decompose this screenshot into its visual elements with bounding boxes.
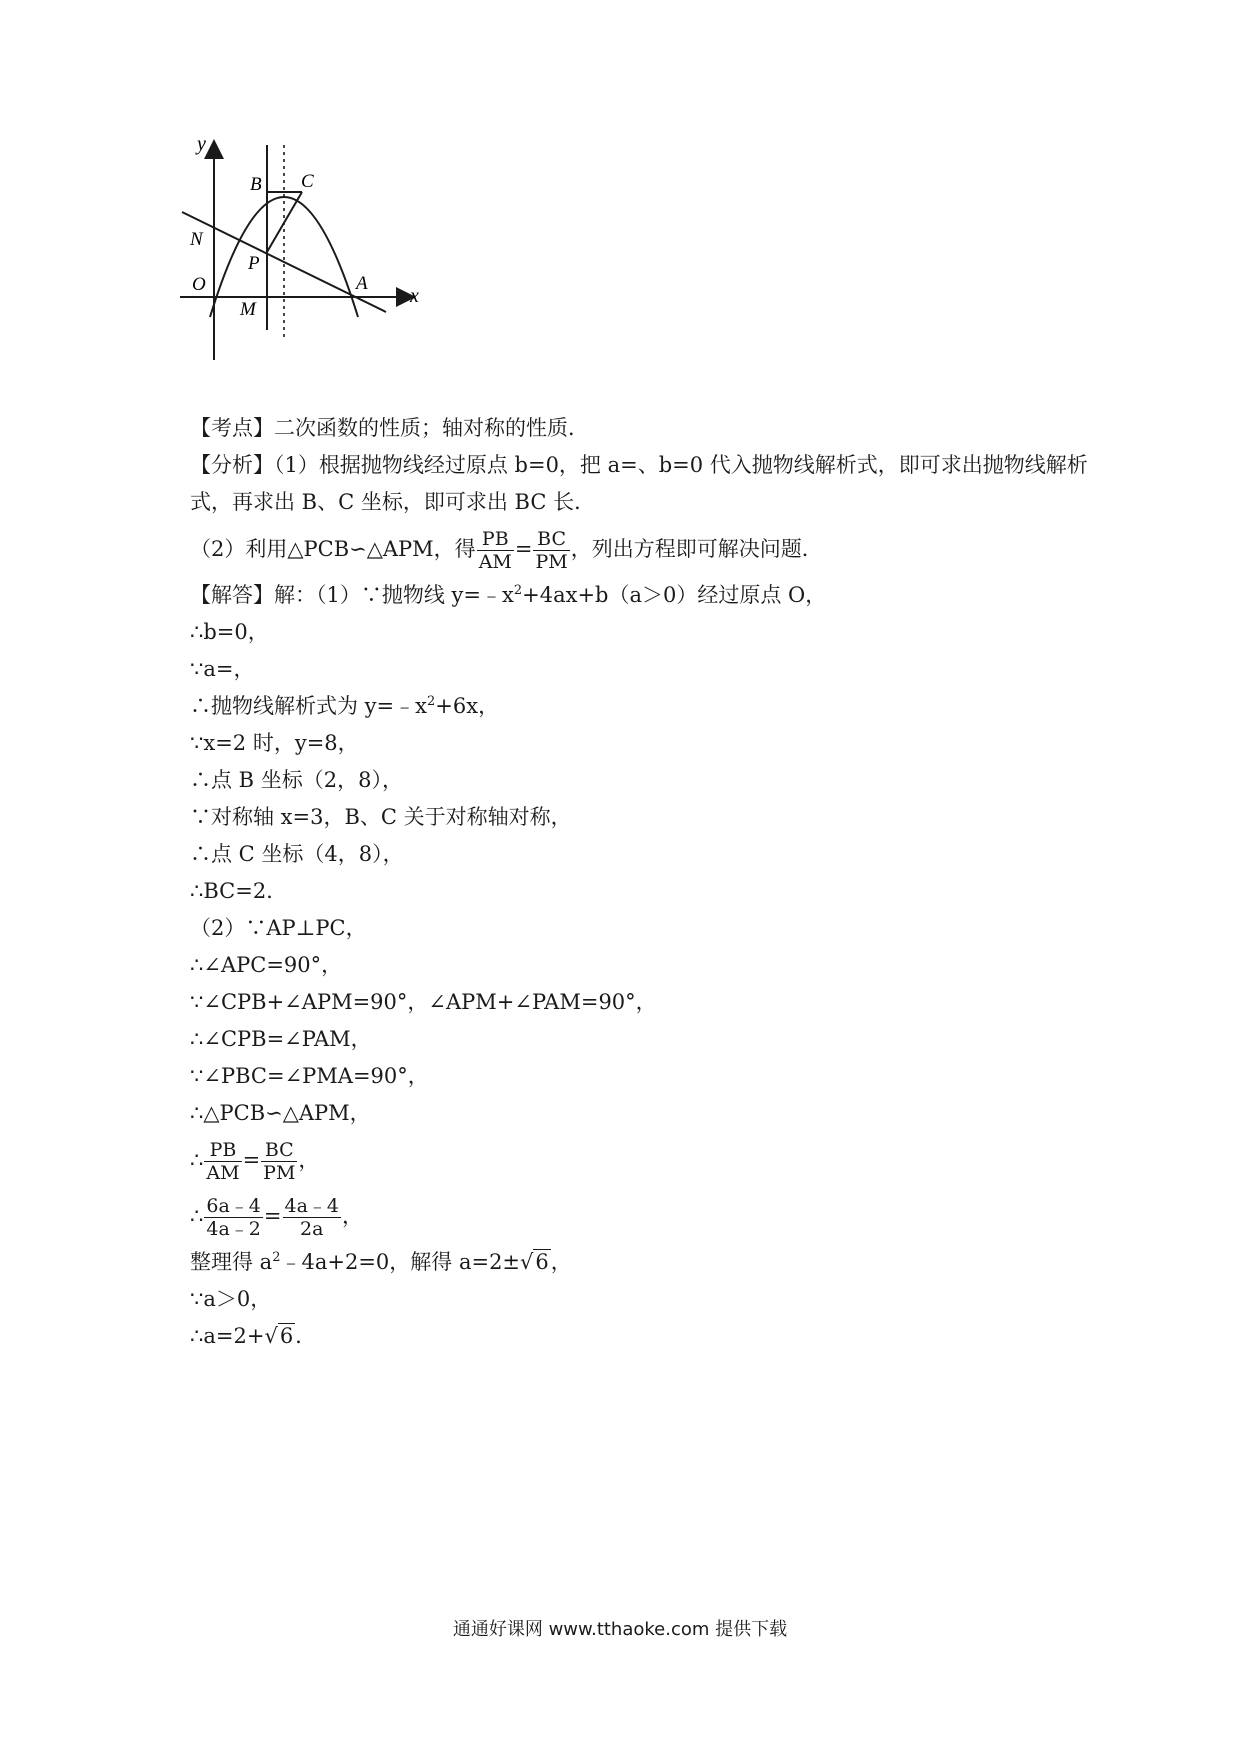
- line-apc: ∴∠APC=90°，: [190, 953, 343, 977]
- line-ratio-1: [190, 1132, 1090, 1188]
- zhengli-pre: 整理得 a: [190, 1250, 273, 1274]
- jiexi-sup: 2: [426, 694, 436, 709]
- frac-denominator: AM: [206, 1162, 240, 1184]
- frac-numerator: PB: [204, 1139, 241, 1162]
- fenxi-line-2: [190, 521, 1090, 577]
- sqrt-symbol: √6: [520, 1250, 549, 1274]
- therefore-symbol: ∴: [190, 1204, 204, 1228]
- frac-numerator: BC: [261, 1139, 297, 1162]
- equals: =: [514, 537, 533, 561]
- line-similar: ∴△PCB∽△APM，: [190, 1101, 371, 1125]
- fenxi-2-pre: （2）利用△PCB∽△APM，得: [190, 537, 476, 561]
- label-A: A: [356, 273, 368, 294]
- solution-text: [190, 410, 1090, 1355]
- line-part2: （2）∵AP⊥PC，: [190, 916, 367, 940]
- fraction-bc-pm-2: [261, 1139, 297, 1184]
- label-N: N: [190, 229, 203, 250]
- frac-denominator: 2a: [300, 1218, 324, 1240]
- line-point-b: ∴点 B 坐标（2，8），: [190, 768, 404, 792]
- line-cpb: ∵∠CPB+∠APM=90°，∠APM+∠PAM=90°，: [190, 990, 657, 1014]
- jieda-pre: 【解答】解：（1）∵抛物线 y=﹣x: [190, 583, 514, 607]
- fraction-1: [204, 1195, 263, 1240]
- radicand: 6: [535, 1250, 549, 1274]
- fraction-pb-am: [477, 528, 514, 573]
- jieda-line: [190, 577, 1090, 614]
- equals: =: [242, 1148, 261, 1172]
- radicand: 6: [279, 1324, 294, 1348]
- frac-numerator: BC: [533, 528, 569, 551]
- zhengli-mid: ﹣4a+2=0，解得 a=2±: [280, 1250, 521, 1274]
- parabola-figure: [180, 135, 480, 410]
- zhengli-post: ，: [550, 1250, 572, 1274]
- fraction-2: [283, 1195, 342, 1240]
- kaodian-line: 【考点】二次函数的性质；轴对称的性质．: [190, 416, 589, 440]
- line-point-c: ∴点 C 坐标（4，8），: [190, 842, 404, 866]
- frac-numerator: 6a﹣4: [206, 1195, 261, 1217]
- line-a: ∵a=，: [190, 657, 255, 681]
- fenxi-2-post: ，列出方程即可解决问题．: [570, 537, 823, 561]
- label-O: O: [192, 274, 206, 295]
- frac-denominator: PM: [263, 1162, 296, 1184]
- sqrt-symbol: √6: [264, 1324, 294, 1348]
- label-P: P: [248, 253, 260, 274]
- line-bc: ∴BC=2．: [190, 879, 288, 903]
- label-y: y: [197, 135, 206, 155]
- line-ratio-2: [190, 1188, 1090, 1244]
- frac-denominator: 4a﹣2: [206, 1218, 261, 1240]
- jiexi-post: +6x，: [435, 694, 500, 718]
- comma: ，: [298, 1148, 320, 1172]
- label-C: C: [301, 171, 314, 192]
- line-pbc: ∵∠PBC=∠PMA=90°，: [190, 1064, 429, 1088]
- line-final: [190, 1318, 1090, 1355]
- page-footer: 通通好课网 www.tthaoke.com 提供下载: [452, 1619, 788, 1640]
- label-x: x: [410, 285, 419, 307]
- parabola-diagram: [180, 135, 480, 410]
- frac-numerator: 4a﹣4: [284, 1195, 340, 1217]
- line-zhengli: [190, 1244, 1090, 1281]
- fraction-pb-am-2: [204, 1139, 241, 1184]
- label-B: B: [250, 174, 262, 195]
- frac-denominator: AM: [478, 551, 512, 573]
- jieda-sup: 2: [513, 583, 523, 598]
- jieda-post: +4ax+b（a＞0）经过原点 O，: [522, 583, 827, 607]
- line-jiexi: [190, 688, 1090, 725]
- line-x2: ∵x=2 时，y=8，: [190, 731, 359, 755]
- frac-numerator: PB: [477, 528, 514, 551]
- comma: ，: [342, 1204, 364, 1228]
- fenxi-line-1: 【分析】（1）根据抛物线经过原点 b=0，把 a=、b=0 代入抛物线解析式，即可求出抛物线解析式，再求出 B、C 坐标，即可求出 BC 长．: [190, 453, 1088, 514]
- final-pre: ∴a=2+: [190, 1324, 265, 1348]
- line-a-positive: ∵a＞0，: [190, 1287, 272, 1311]
- line-b0: ∴b=0，: [190, 620, 269, 644]
- fraction-bc-pm: [533, 528, 569, 573]
- equals: =: [263, 1204, 282, 1228]
- frac-denominator: PM: [535, 551, 568, 573]
- line-cpb2: ∴∠CPB=∠PAM，: [190, 1027, 372, 1051]
- jiexi-pre: ∴抛物线解析式为 y=﹣x: [190, 694, 427, 718]
- line-axis: ∵对称轴 x=3，B、C 关于对称轴对称，: [190, 805, 572, 829]
- final-post: ．: [295, 1324, 317, 1348]
- therefore-symbol: ∴: [190, 1148, 204, 1172]
- zhengli-sup: 2: [272, 1250, 281, 1265]
- label-M: M: [240, 299, 256, 320]
